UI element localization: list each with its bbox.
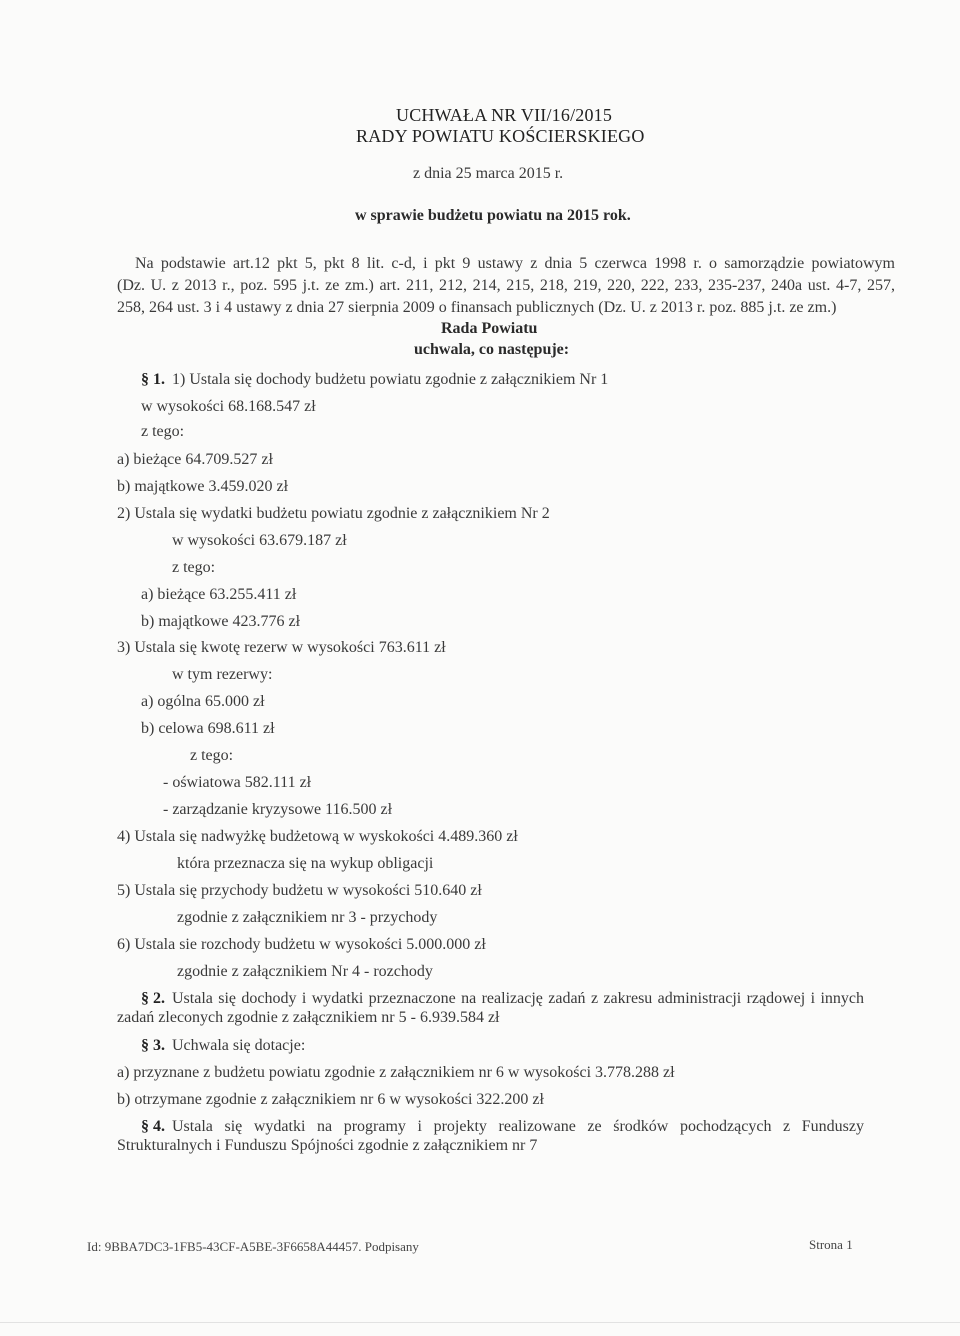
par1-item3-text: 3) Ustala się kwotę rezerw w wysokości 763.611 zł bbox=[117, 639, 446, 656]
par1-item1-amount: w wysokości 68.168.547 zł bbox=[141, 398, 316, 415]
document-id: Id: 9BBA7DC3-1FB5-43CF-A5BE-3F6658A44457. Podpisany bbox=[87, 1239, 419, 1254]
par1-item3-targeted: b) celowa 698.611 zł bbox=[141, 720, 275, 737]
preamble-line-3: 258, 264 ust. 3 i 4 ustawy z dnia 27 sierpnia 2009 o finansach publicznych (Dz. U. z 2013 r. poz. 885 j.t. ze zm.) bbox=[117, 299, 837, 316]
par2-line-1: Ustala się dochody i wydatki przeznaczone na realizację zadań z zakresu administracji rządowej i innych bbox=[172, 990, 864, 1007]
paragraph-4-sign: § 4. bbox=[141, 1118, 165, 1135]
par1-item1-current: a) bieżące 64.709.527 zł bbox=[117, 451, 273, 468]
par1-item3-crisis: - zarządzanie kryzysowe 116.500 zł bbox=[163, 801, 393, 818]
par1-item3-ztego: z tego: bbox=[190, 747, 234, 764]
council-name: RADY POWIATU KOŚCIERSKIEGO bbox=[356, 126, 645, 146]
paragraph-3-sign: § 3. bbox=[141, 1037, 165, 1054]
par3-item-b: b) otrzymane zgodnie z załącznikiem nr 6 w wysokości 322.200 zł bbox=[117, 1091, 544, 1108]
par1-item1-text: 1) Ustala się dochody budżetu powiatu zgodnie z załącznikiem Nr 1 bbox=[172, 371, 609, 388]
par1-item4-sub: która przeznacza się na wykup obligacji bbox=[177, 855, 434, 872]
par1-item3-general: a) ogólna 65.000 zł bbox=[141, 693, 265, 710]
preamble-line-2: (Dz. U. z 2013 r., poz. 595 j.t. ze zm.) art. 211, 212, 214, 215, 218, 219, 220, 222, 233, 235-237, 240a ust. 4-7, 257, bbox=[117, 277, 895, 294]
par4-line-1: Ustala się wydatki na programy i projekty realizowane ze środków pochodzących z Funduszy bbox=[172, 1118, 864, 1135]
resolves-body: Rada Powiatu bbox=[441, 320, 538, 337]
par1-item6-sub: zgodnie z załącznikiem Nr 4 - rozchody bbox=[177, 963, 433, 980]
par1-item1-ztego: z tego: bbox=[141, 423, 185, 440]
page-number: Strona 1 bbox=[809, 1237, 853, 1252]
paragraph-2-sign: § 2. bbox=[141, 990, 165, 1007]
par4-line-2: Strukturalnych i Funduszu Spójności zgodnie z załącznikiem nr 7 bbox=[117, 1137, 538, 1154]
resolution-date: z dnia 25 marca 2015 r. bbox=[413, 165, 564, 182]
par1-item2-current: a) bieżące 63.255.411 zł bbox=[141, 586, 297, 603]
par1-item4-text: 4) Ustala się nadwyżkę budżetową w wyskokości 4.489.360 zł bbox=[117, 828, 518, 845]
par1-item2-text: 2) Ustala się wydatki budżetu powiatu zgodnie z załącznikiem Nr 2 bbox=[117, 505, 550, 522]
scan-edge-line bbox=[0, 1322, 960, 1323]
par1-item1-capital: b) majątkowe 3.459.020 zł bbox=[117, 478, 289, 495]
resolves-clause: uchwala, co następuje: bbox=[414, 341, 570, 358]
par2-line-2: zadań zleconych zgodnie z załącznikiem nr 5 - 6.939.584 zł bbox=[117, 1009, 500, 1026]
resolution-number: UCHWAŁA NR VII/16/2015 bbox=[396, 105, 613, 125]
par3-line-1: Uchwala się dotacje: bbox=[172, 1037, 306, 1054]
paragraph-1-sign: § 1. bbox=[141, 371, 165, 388]
par1-item5-sub: zgodnie z załącznikiem nr 3 - przychody bbox=[177, 909, 438, 926]
resolution-subject: w sprawie budżetu powiatu na 2015 rok. bbox=[355, 207, 631, 224]
par1-item2-capital: b) majątkowe 423.776 zł bbox=[141, 613, 301, 630]
par1-item3-education: - oświatowa 582.111 zł bbox=[163, 774, 312, 791]
par1-item3-wtym: w tym rezerwy: bbox=[172, 666, 273, 683]
par1-item5-text: 5) Ustala się przychody budżetu w wysokości 510.640 zł bbox=[117, 882, 482, 899]
preamble-line-1: Na podstawie art.12 pkt 5, pkt 8 lit. c-d, i pkt 9 ustawy z dnia 5 czerwca 1998 r. o samorządzie powiatowym bbox=[135, 255, 895, 272]
par1-item2-ztego: z tego: bbox=[172, 559, 216, 576]
par1-item2-amount: w wysokości 63.679.187 zł bbox=[172, 532, 347, 549]
par1-item6-text: 6) Ustala sie rozchody budżetu w wysokości 5.000.000 zł bbox=[117, 936, 486, 953]
par3-item-a: a) przyznane z budżetu powiatu zgodnie z załącznikiem nr 6 w wysokości 3.778.288 zł bbox=[117, 1064, 675, 1081]
